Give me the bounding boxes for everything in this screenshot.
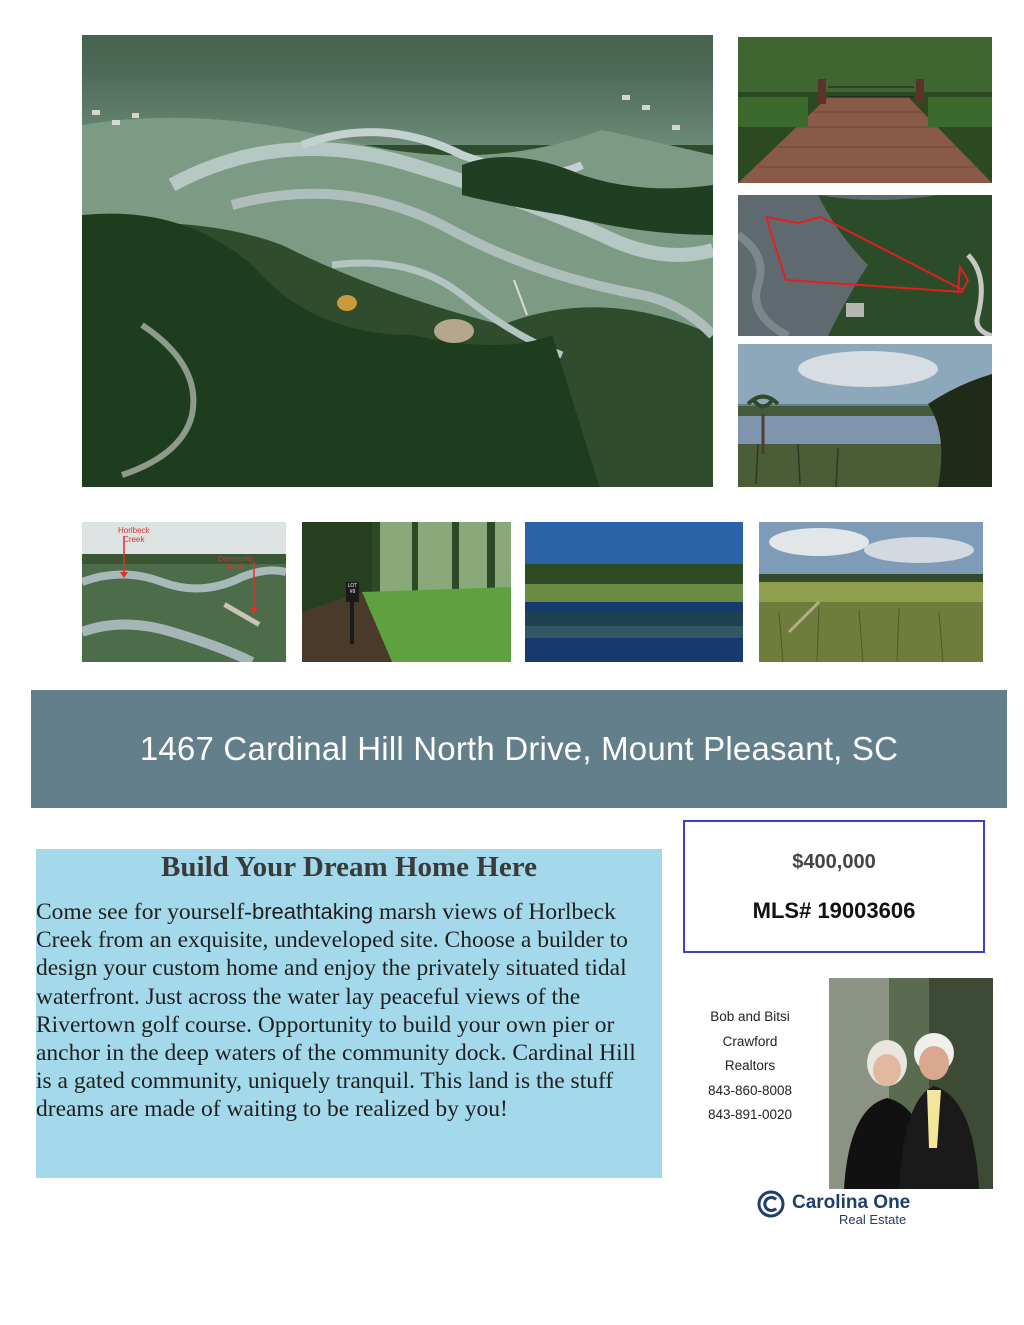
brand-name: Carolina One [792,1192,911,1213]
property-address: 1467 Cardinal Hill North Drive, Mount Pleasant, SC [139,730,899,767]
description-prefix: Come see for yourself- [36,899,252,925]
brick-driveway-gate-photo [738,37,992,183]
lot-sign-text [346,583,359,595]
lot-outline-aerial-photo [738,195,992,336]
agent-contact [690,1005,810,1128]
listing-price: $400,000 [792,851,876,873]
lot-sign-line2: #9 [349,589,356,595]
agents-portrait-photo [829,978,993,1189]
lot-sign-line1: LOT [347,583,358,589]
address-banner [31,690,1007,808]
hero-aerial-photo [82,35,713,487]
price-box [683,820,985,953]
horlbeck-creek-label [118,526,150,544]
lot-sign-clearing-photo [302,522,511,662]
agent-phone-2: 843-891-0020 [707,1107,793,1122]
community-dock-label [218,556,253,572]
carolina-one-logo [757,1190,927,1230]
agent-phone-1: 843-860-8008 [707,1082,793,1098]
creek-label-line1: Horlbeck [118,526,150,535]
description-emphasis: breathtaking [252,899,374,924]
copyright-c-logo-icon [757,1190,785,1218]
description-heading: Build Your Dream Home Here [161,851,537,883]
agent-names: Bob and Bitsi [710,1009,790,1024]
tidal-creek-reflection-photo [525,522,743,662]
dock-label-line2: Dock [227,564,244,571]
mls-number: MLS# 19003606 [752,898,916,923]
annotated-aerial-photo [82,522,286,662]
marsh-palm-tree-photo [738,344,992,487]
brand-subtitle: Real Estate [839,1212,907,1227]
creek-label-line2: Creek [123,535,145,544]
dock-label-line1: Community [218,556,254,563]
description-rest: marsh views of Horlbeck Creek from an exquisite, undeveloped site. Choose a builder to design your custom home and enjoy the privately situated tidal waterfront. Just across the water lay peaceful views of the Rivertown golf course. Opportunity to build your own pier or anchor in the deep waters of the community dock. Cardinal Hill is a gated community, uniquely tranquil. This land is the stuff dreams are made of waiting to be realized by you! [36,899,636,1123]
marsh-grass-photo [759,522,983,662]
agent-title: Realtors [724,1058,776,1073]
agent-surname: Crawford [722,1033,778,1049]
description-panel [36,849,662,1178]
description-text [36,898,662,1124]
